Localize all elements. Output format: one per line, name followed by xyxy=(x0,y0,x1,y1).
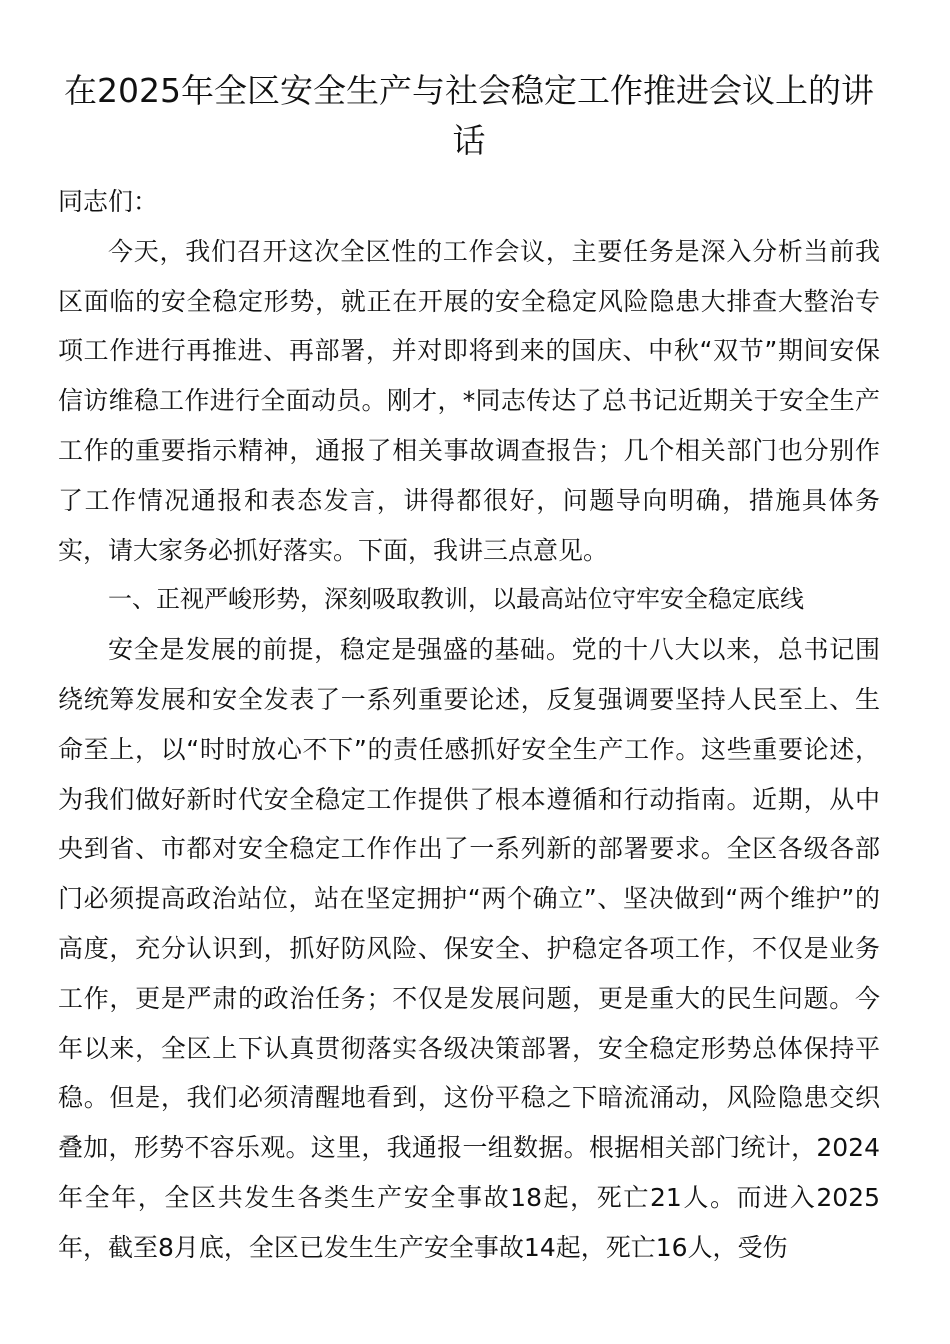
document-page xyxy=(58,66,880,1273)
salutation: 同志们： xyxy=(58,187,159,216)
document-body xyxy=(58,177,880,1273)
paragraph-section-1: 安全是发展的前提，稳定是强盛的基础。党的十八大以来，总书记围绕统筹发展和安全发表了一系列重要论述，反复强调要坚持人民至上、生命至上，以“时时放心不下”的责任感抓好安全生产工作。这些重要论述，为我们做好新时代安全稳定工作提供了根本遵循和行动指南。近期，从中央到省、市都对安全稳定工作作出了一系列新的部署要求。全区各级各部门必须提高政治站位，站在坚定拥护“两个确立”、坚决做到“两个维护”的高度，充分认识到，抓好防风险、保安全、护稳定各项工作，不仅是业务工作，更是严肃的政治任务；不仅是发展问题，更是重大的民生问题。今年以来，全区上下认真贯彻落实各级决策部署，安全稳定形势总体保持平稳。但是，我们必须清醒地看到，这份平稳之下暗流涌动，风险隐患交织叠加，形势不容乐观。这里，我通报一组数据。根据相关部门统计，2024年全年，全区共发生各类生产安全事故18起，死亡21人。而进入2025年，截至8月底，全区已发生生产安全事故14起，死亡16人，受伤 xyxy=(58,635,880,1262)
document-title: 在2025年全区安全生产与社会稳定工作推进会议上的讲话 xyxy=(64,71,874,160)
section-heading: 一、正视严峻形势，深刻吸取教训，以最高站位守牢安全稳定底线 xyxy=(108,585,804,614)
paragraph-intro: 今天，我们召开这次全区性的工作会议，主要任务是深入分析当前我区面临的安全稳定形势，就正在开展的安全稳定风险隐患大排查大整治专项工作进行再推进、再部署，并对即将到来的国庆、中秋“双节”期间安保信访维稳工作进行全面动员。刚才，*同志传达了总书记近期关于安全生产工作的重要指示精神，通报了相关事故调查报告；几个相关部门也分别作了工作情况通报和表态发言，讲得都很好，问题导向明确，措施具体务实，请大家务必抓好落实。下面，我讲三点意见。 xyxy=(58,236,880,565)
